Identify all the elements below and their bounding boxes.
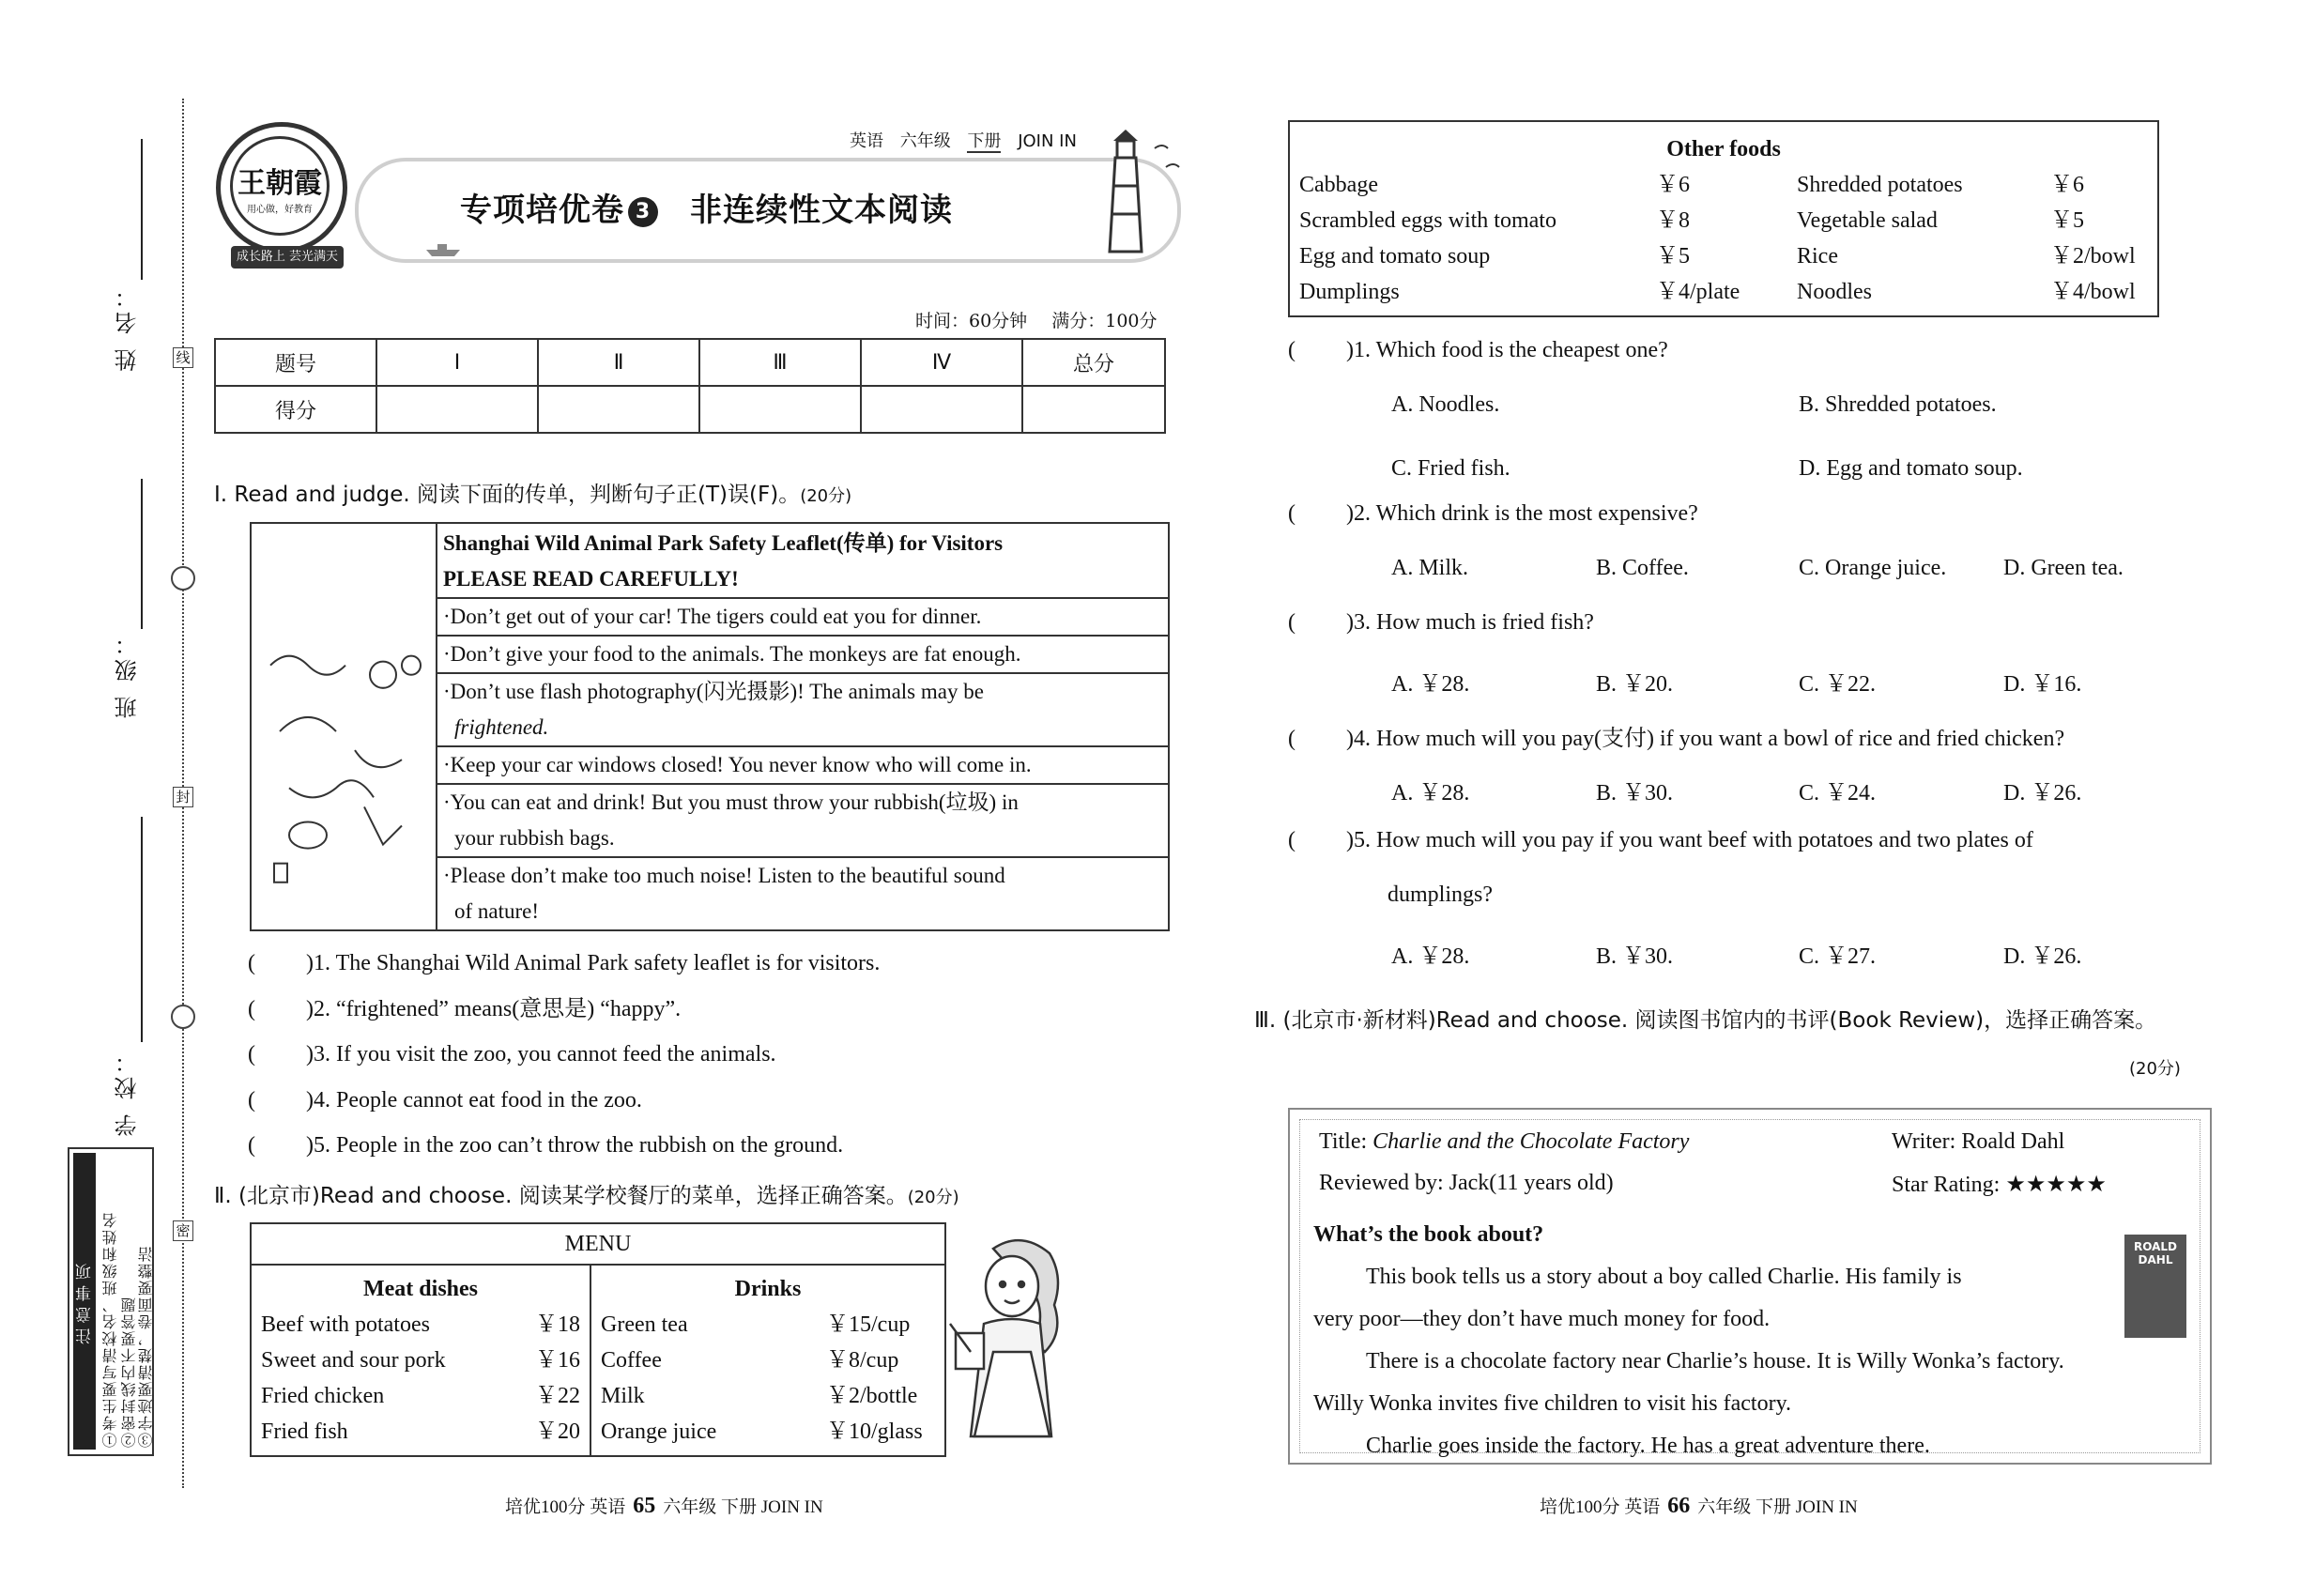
leaflet-rule-6-cont: of nature!	[454, 899, 540, 923]
name-field-line	[141, 139, 143, 280]
food-price: ￥5	[1656, 244, 1690, 269]
book-cover-image	[2124, 1235, 2186, 1338]
review-body	[1313, 1214, 2205, 1467]
menu-item-name: Coffee	[601, 1348, 662, 1373]
section-3-instruction: Ⅲ. (北京市·新材料)Read and choose. 阅读图书馆内的书评(Book Review)，选择正确答案。	[1254, 1008, 2157, 1033]
brand-ribbon: 成长路上 芸光满天	[231, 246, 344, 269]
notice-item-1: ①考生要写清校名、班级和姓名	[101, 1211, 119, 1448]
food-price: ￥5	[2050, 208, 2084, 233]
food-price: ￥8	[1656, 208, 1690, 233]
leaflet-rule-6-text: ·Please don’t make too much noise! Listen to the beautiful sound	[443, 864, 1005, 887]
leaflet-title	[437, 524, 1168, 599]
name-label: 姓 名：	[115, 282, 141, 372]
score-table	[214, 338, 1166, 434]
brand-slogan: 用心做，好教育	[247, 205, 313, 215]
leaflet-rule-5	[437, 785, 1168, 858]
section-1-points: (20分)	[800, 486, 852, 506]
option-c[interactable]: C. ￥27.	[1799, 944, 1877, 969]
option-d[interactable]: D. Egg and tomato soup.	[1799, 456, 2023, 481]
question-4-options	[1288, 774, 2208, 828]
question-5-options	[1288, 937, 2208, 991]
choice-question-1[interactable]	[1288, 338, 2208, 392]
section-3-points-text: (20分)	[2129, 1059, 2181, 1079]
crumb-subject: 英语	[850, 131, 883, 151]
option-b[interactable]: B. ￥30.	[1596, 781, 1674, 806]
score-col-label: 题号	[215, 339, 376, 386]
leaflet-rule-5-text: ·You can eat and drink! But you must throw your rubbish(垃圾) in	[443, 790, 1019, 814]
paren-close: )	[1346, 727, 1354, 751]
choice-question-5[interactable]	[1288, 828, 2208, 882]
star-rating-icon: ★★★★★	[2005, 1173, 2107, 1197]
food-name: Scrambled eggs with tomato	[1299, 208, 1556, 233]
menu-item-name: Sweet and sour pork	[261, 1348, 446, 1373]
section-2-points: (20分)	[907, 1188, 959, 1207]
animals-drawing-icon	[252, 524, 436, 929]
footer-left	[505, 1493, 823, 1519]
safety-leaflet	[250, 522, 1170, 931]
notice-item-3: ③字迹要清楚，卷面要整洁	[137, 1245, 155, 1448]
option-a[interactable]: A. ￥28.	[1391, 944, 1470, 969]
book-review-card	[1288, 1108, 2212, 1465]
food-price: ￥6	[2050, 173, 2084, 197]
leaflet-rule-4: ·Keep your car windows closed! You never know who will come in.	[437, 747, 1168, 785]
review-para-1b: very poor—they don’t have much money for food.	[1313, 1307, 1771, 1331]
score-col-1: Ⅰ	[376, 339, 538, 386]
score-cell-total[interactable]	[1022, 386, 1165, 433]
question-3-options	[1288, 665, 2208, 719]
food-name: Cabbage	[1299, 173, 1378, 197]
option-c[interactable]: C. ￥24.	[1799, 781, 1877, 806]
paren-open: (	[248, 996, 255, 1021]
paren-open: (	[248, 1133, 255, 1158]
food-name: Dumplings	[1299, 280, 1400, 304]
review-book-title: Charlie and the Chocolate Factory	[1372, 1129, 1690, 1154]
crumb-grade: 六年级	[899, 131, 951, 151]
leaflet-rule-3-cont: frightened.	[454, 715, 549, 739]
leaflet-rule-3	[437, 674, 1168, 747]
crumb-series: JOIN IN	[1018, 131, 1077, 151]
choice-question-2[interactable]	[1288, 501, 2208, 556]
score-col-total: 总分	[1022, 339, 1165, 386]
leaflet-rule-3-text: ·Don’t use flash photography(闪光摄影)! The animals may be	[443, 680, 984, 703]
leaflet-rule-1: ·Don’t get out of your car! The tigers could eat you for dinner.	[437, 599, 1168, 637]
brand-name: 王朝霞	[238, 167, 322, 200]
score-row-label: 得分	[215, 386, 376, 433]
judge-question-3[interactable]	[248, 1032, 880, 1078]
class-field-line	[141, 479, 143, 629]
menu-item-price: ￥20	[535, 1420, 580, 1444]
notice-title: 注意事项	[73, 1153, 96, 1450]
leaflet-rule-2: ·Don’t give your food to the animals. The monkeys are fat enough.	[437, 637, 1168, 674]
menu-item-price: ￥16	[535, 1348, 580, 1373]
option-a[interactable]: A. ￥28.	[1391, 672, 1470, 697]
menu-item-price: ￥15/cup	[826, 1312, 911, 1337]
score-cell-4[interactable]	[861, 386, 1022, 433]
crumb-volume: 下册	[967, 131, 1002, 151]
paren-close: )	[1346, 501, 1354, 526]
meat-dishes-column	[252, 1266, 591, 1455]
breadcrumb	[850, 128, 1088, 152]
review-about-heading: What’s the book about?	[1313, 1222, 1544, 1247]
food-name: Vegetable salad	[1797, 208, 1938, 233]
section-2-instruction: Ⅱ. (北京市)Read and choose. 阅读某学校餐厅的菜单，选择正确答案。	[214, 1184, 908, 1208]
tag-line: 线	[173, 347, 193, 368]
score-col-2: Ⅱ	[538, 339, 699, 386]
menu-title: MENU	[252, 1224, 944, 1266]
option-a[interactable]: A. ￥28.	[1391, 781, 1470, 806]
menu-item	[261, 1414, 580, 1450]
choice-question-2-text: 2. Which drink is the most expensive?	[1354, 501, 1698, 526]
menu-item-price: ￥8/cup	[826, 1348, 899, 1373]
choice-question-3-text: 3. How much is fried fish?	[1354, 610, 1594, 635]
option-d[interactable]: D. ￥26.	[2003, 944, 2082, 969]
tag-dense: 密	[173, 1220, 193, 1241]
score-header-row	[215, 339, 1165, 386]
option-b[interactable]: B. Shredded potatoes.	[1799, 392, 1997, 417]
title-number-badge: 3	[628, 197, 658, 227]
footer-right-pre: 培优100分 英语	[1540, 1497, 1661, 1517]
paren-open: (	[1288, 727, 1296, 751]
page-number-65: 65	[633, 1494, 656, 1518]
score-cell-1[interactable]	[376, 386, 538, 433]
section-2-questions	[1288, 338, 2208, 991]
school-label: 学 校：	[115, 1047, 141, 1137]
menu-item	[261, 1343, 580, 1378]
choice-question-3[interactable]	[1288, 610, 2208, 665]
question-1-options	[1288, 392, 2208, 501]
paren-close: )	[1346, 828, 1354, 852]
food-price: ￥6	[1656, 173, 1690, 197]
score-value-row	[215, 386, 1165, 433]
drinks-column	[591, 1266, 944, 1455]
option-c[interactable]: C. Fried fish.	[1391, 456, 1510, 481]
food-name: Egg and tomato soup	[1299, 244, 1491, 269]
time-info: 时间：60分钟	[915, 311, 1028, 331]
section-2-heading	[214, 1178, 959, 1209]
score-cell-2[interactable]	[538, 386, 699, 433]
lighthouse-icon	[1080, 130, 1183, 261]
paren-open: (	[248, 1042, 255, 1067]
meat-dishes-title: Meat dishes	[363, 1277, 478, 1301]
drinks-title: Drinks	[734, 1277, 802, 1301]
section-1-instruction: Ⅰ. Read and judge. 阅读下面的传单，判断句子正(T)误(F)。	[214, 483, 801, 507]
option-b[interactable]: B. ￥30.	[1596, 944, 1674, 969]
judge-question-2[interactable]	[248, 987, 880, 1033]
binding-hole-1	[171, 566, 195, 591]
menu-item-name: Fried chicken	[261, 1384, 385, 1408]
question-2-options	[1288, 556, 2208, 610]
menu-card	[250, 1222, 946, 1457]
title-prefix: 专项培优卷	[460, 192, 624, 229]
footer-right	[1540, 1493, 1858, 1519]
paren-close: )	[1346, 610, 1354, 635]
menu-item	[601, 1414, 935, 1450]
review-rating	[1892, 1171, 2107, 1198]
judge-question-3-text: 3. If you visit the zoo, you cannot feed the animals.	[314, 1042, 776, 1067]
paren-open: (	[1288, 610, 1296, 635]
footer-left-post: 六年级 下册 JOIN IN	[663, 1497, 823, 1517]
leaflet-title-line-2: PLEASE READ CAREFULLY!	[443, 567, 739, 591]
footer-right-post: 六年级 下册 JOIN IN	[1697, 1497, 1858, 1517]
food-price: ￥4/plate	[1656, 280, 1740, 304]
choice-question-5-text: 5. How much will you pay if you want beef with potatoes and two plates of	[1354, 828, 2033, 852]
choice-question-4[interactable]	[1288, 719, 2208, 774]
review-para-1a: This book tells us a story about a boy called Charlie. His family is	[1366, 1265, 1962, 1289]
book-cover-text: ROALD DAHL	[2133, 1240, 2177, 1266]
page-title	[460, 184, 953, 230]
menu-item-price: ￥10/glass	[826, 1420, 923, 1444]
menu-item-price: ￥2/bottle	[826, 1384, 918, 1408]
judge-question-2-text: 2. “frightened” means(意思是) “happy”.	[314, 996, 682, 1021]
menu-item-name: Fried fish	[261, 1420, 348, 1444]
school-field-line	[141, 817, 143, 1042]
full-score-info: 满分：100分	[1051, 311, 1158, 331]
class-label: 班 级：	[115, 629, 141, 719]
leaflet-rule-5-cont: your rubbish bags.	[454, 826, 615, 850]
review-title-label: Title:	[1319, 1129, 1368, 1154]
paren-open: (	[248, 951, 255, 975]
option-a[interactable]: A. Milk.	[1391, 556, 1469, 580]
menu-item	[601, 1307, 935, 1343]
option-d[interactable]: D. ￥16.	[2003, 672, 2082, 697]
food-name: Noodles	[1797, 280, 1872, 304]
food-price: ￥4/bowl	[2050, 280, 2136, 304]
score-cell-3[interactable]	[699, 386, 861, 433]
option-c[interactable]: C. Orange juice.	[1799, 556, 1947, 580]
choice-question-1-text: 1. Which food is the cheapest one?	[1354, 338, 1668, 362]
paren-open: (	[1288, 828, 1296, 852]
paren-open: (	[1288, 338, 1296, 362]
paren-close: )	[1346, 338, 1354, 362]
paren-close: )	[306, 951, 314, 975]
choice-question-5-cont: dumplings?	[1388, 882, 1493, 907]
judge-question-4-text: 4. People cannot eat food in the zoo.	[314, 1087, 642, 1113]
section-1-questions	[248, 941, 880, 1169]
notice-item-2: ②密封线内不要答题	[120, 1296, 138, 1448]
food-name: Shredded potatoes	[1797, 173, 1963, 197]
leaflet-rule-6	[437, 858, 1168, 929]
title-subject: 非连续性文本阅读	[690, 192, 953, 229]
section-3-points	[2129, 1055, 2181, 1080]
paren-close: )	[306, 996, 314, 1021]
review-writer: Writer: Roald Dahl	[1892, 1129, 2065, 1154]
option-b[interactable]: B. ￥20.	[1596, 672, 1674, 697]
option-d[interactable]: D. ￥26.	[2003, 781, 2082, 806]
tag-seal: 封	[173, 787, 193, 807]
section-3-heading	[1254, 1003, 2156, 1034]
menu-item	[261, 1378, 580, 1414]
menu-item-name: Milk	[601, 1384, 645, 1408]
menu-item-name: Beef with potatoes	[261, 1312, 430, 1337]
judge-question-5[interactable]	[248, 1123, 880, 1169]
leaflet-title-line-1: Shanghai Wild Animal Park Safety Leaflet(传单) for Visitors	[443, 531, 1004, 555]
menu-item	[601, 1343, 935, 1378]
option-b[interactable]: B. Coffee.	[1596, 556, 1689, 580]
choice-question-4-text: 4. How much will you pay(支付) if you want a bowl of rice and fried chicken?	[1354, 727, 2065, 751]
food-price: ￥2/bowl	[2050, 244, 2136, 269]
notice-box	[68, 1147, 154, 1456]
option-c[interactable]: C. ￥22.	[1799, 672, 1877, 697]
paren-open: (	[1288, 501, 1296, 526]
footer-left-pre: 培优100分 英语	[505, 1497, 626, 1517]
judge-question-1-text: 1. The Shanghai Wild Animal Park safety leaflet is for visitors.	[314, 951, 881, 975]
score-col-4: Ⅳ	[861, 339, 1022, 386]
paren-close: )	[306, 1087, 314, 1113]
menu-item-name: Green tea	[601, 1312, 688, 1337]
judge-question-4[interactable]	[248, 1078, 880, 1124]
review-para-2a: There is a chocolate factory near Charlie’s house. It is Willy Wonka’s factory.	[1366, 1349, 2064, 1373]
animal-illustration	[252, 524, 437, 929]
menu-item-price: ￥18	[535, 1312, 580, 1337]
time-score-info	[915, 307, 1158, 332]
paren-open: (	[248, 1087, 255, 1113]
menu-item-price: ￥22	[535, 1384, 580, 1408]
review-para-2b: Willy Wonka invites five children to visit his factory.	[1313, 1391, 1792, 1416]
binding-hole-2	[171, 1005, 195, 1029]
menu-item	[601, 1378, 935, 1414]
brand-logo	[216, 122, 347, 253]
food-name: Rice	[1797, 244, 1838, 269]
rating-label: Star Rating:	[1892, 1173, 2001, 1197]
option-a[interactable]: A. Noodles.	[1391, 392, 1500, 417]
paren-close: )	[306, 1042, 314, 1067]
girl-reading-menu-icon	[946, 1230, 1087, 1455]
ship-icon	[424, 242, 462, 257]
option-d[interactable]: D. Green tea.	[2003, 556, 2124, 580]
paren-close: )	[306, 1133, 314, 1158]
other-foods-title: Other foods	[1666, 137, 1781, 161]
judge-question-1[interactable]	[248, 941, 880, 987]
review-para-3: Charlie goes inside the factory. He has a great adventure there.	[1366, 1434, 1930, 1458]
menu-item	[261, 1307, 580, 1343]
menu-item-name: Orange juice	[601, 1420, 717, 1444]
review-reviewer: Reviewed by: Jack(11 years old)	[1319, 1171, 1614, 1195]
score-col-3: Ⅲ	[699, 339, 861, 386]
judge-question-5-text: 5. People in the zoo can’t throw the rubbish on the ground.	[314, 1133, 844, 1158]
section-1-heading	[214, 477, 851, 508]
other-foods-table	[1288, 120, 2159, 317]
page-number-66: 66	[1667, 1494, 1691, 1518]
review-title-line	[1319, 1129, 1689, 1155]
